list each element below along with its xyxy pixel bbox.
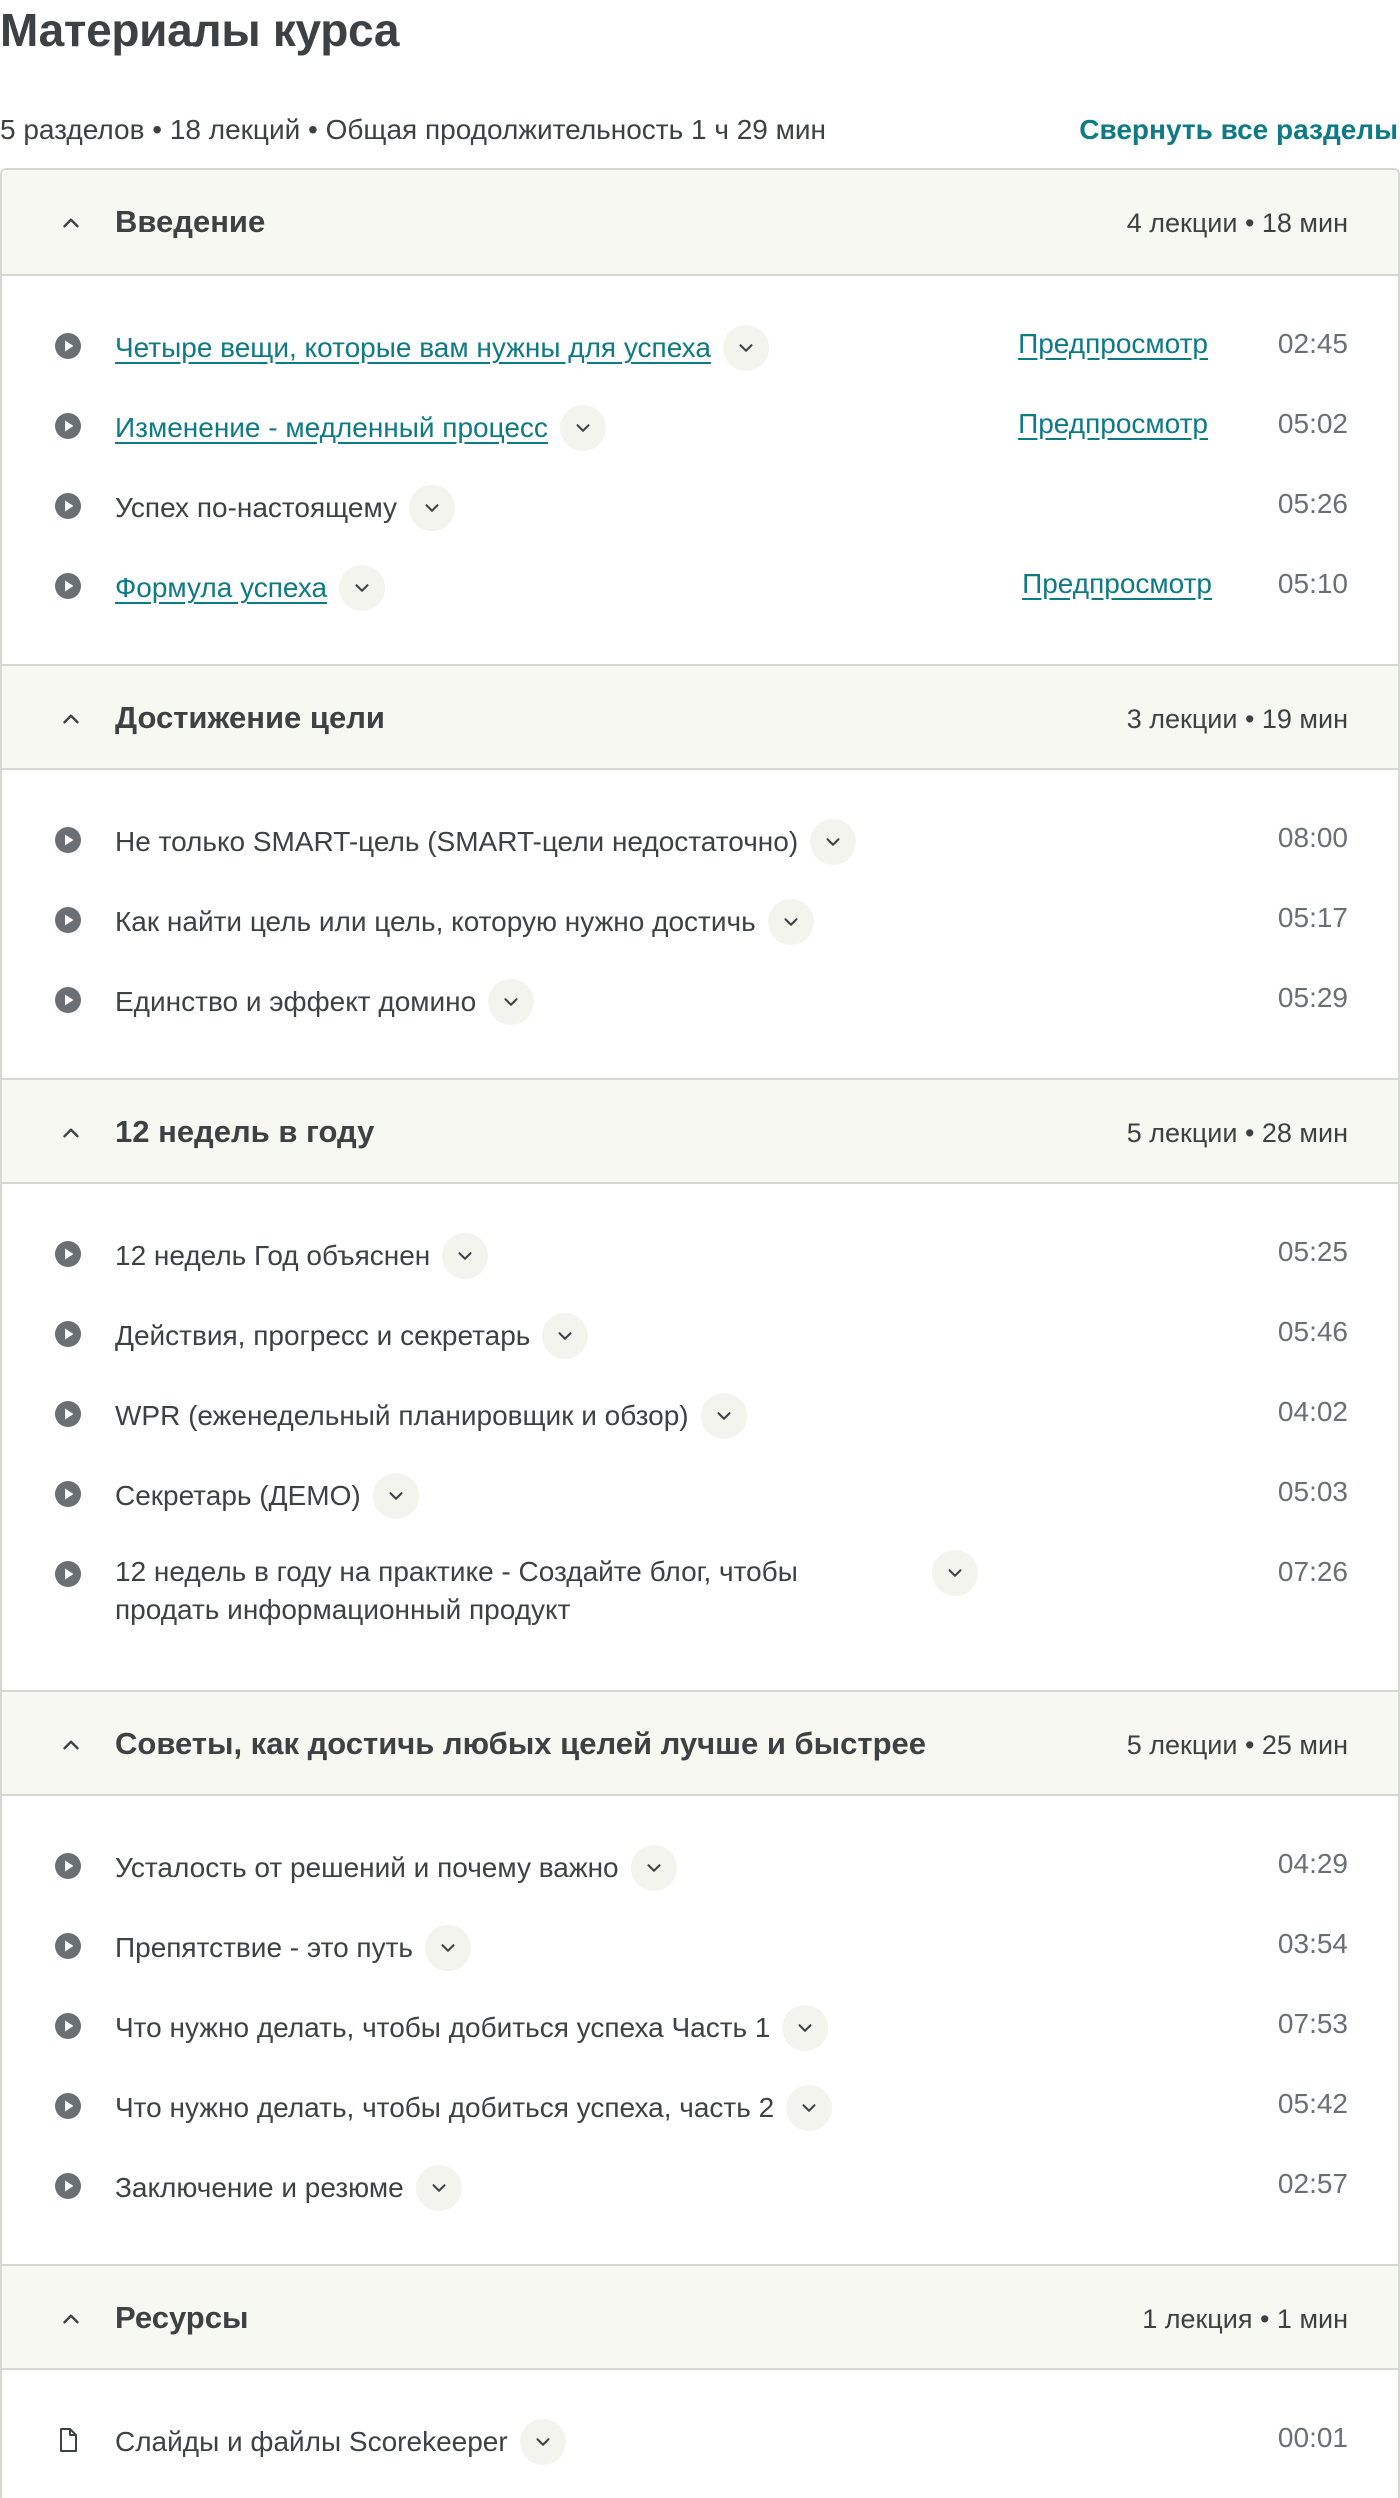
lecture-title: Заключение и резюме xyxy=(115,2172,404,2203)
play-circle-icon xyxy=(54,572,82,600)
lecture-title: 12 недель Год объяснен xyxy=(115,1240,431,1271)
chevron-down-icon xyxy=(822,831,844,853)
lecture-expand-button[interactable] xyxy=(373,1473,419,1519)
lecture-item xyxy=(2,1456,1398,1536)
lecture-item xyxy=(2,468,1398,548)
lecture-title-wrap xyxy=(115,565,385,611)
chevron-down-icon xyxy=(713,1405,735,1427)
lecture-title: Успех по-настоящему xyxy=(115,492,398,523)
lecture-expand-button[interactable] xyxy=(768,899,814,945)
lecture-title-wrap xyxy=(115,1233,488,1279)
lecture-duration: 05:29 xyxy=(1277,982,1348,1013)
lecture-title-wrap xyxy=(115,405,606,451)
chevron-down-icon xyxy=(500,991,522,1013)
lecture-duration: 04:02 xyxy=(1277,1396,1348,1427)
lecture-expand-button[interactable] xyxy=(782,2005,828,2051)
section-title: Введение xyxy=(115,204,266,239)
play-circle-icon xyxy=(54,2172,82,2200)
play-circle-icon xyxy=(54,906,82,934)
chevron-down-icon xyxy=(798,2097,820,2119)
play-circle-icon xyxy=(54,2012,82,2040)
lecture-duration: 03:54 xyxy=(1277,1928,1348,1959)
lecture-duration: 05:10 xyxy=(1277,568,1348,599)
lecture-duration: 05:25 xyxy=(1277,1236,1348,1267)
lecture-expand-button[interactable] xyxy=(701,1393,747,1439)
lecture-title-wrap xyxy=(115,2165,462,2211)
chevron-down-icon xyxy=(735,337,757,359)
lecture-title-link[interactable]: Формула успеха xyxy=(115,572,328,603)
lecture-list xyxy=(2,1796,1398,2264)
chevron-down-icon xyxy=(428,2177,450,2199)
collapse-all-sections-button[interactable]: Свернуть все разделы xyxy=(1079,114,1398,145)
lecture-item xyxy=(2,2148,1398,2228)
lecture-duration: 08:00 xyxy=(1277,822,1348,853)
lecture-title: Слайды и файлы Scorekeeper xyxy=(115,2426,508,2457)
chevron-up-icon xyxy=(58,2306,84,2332)
lecture-title-wrap xyxy=(115,1845,677,1891)
lecture-duration: 05:42 xyxy=(1277,2088,1348,2119)
lecture-duration: 05:03 xyxy=(1277,1476,1348,1507)
play-circle-icon xyxy=(54,1852,82,1880)
lecture-title-wrap xyxy=(115,899,814,945)
chevron-down-icon xyxy=(780,911,802,933)
lecture-title-wrap xyxy=(115,1473,419,1519)
lecture-title: Что нужно делать, чтобы добиться успеха, часть 2 xyxy=(115,2092,775,2123)
page-title: Материалы курса xyxy=(0,4,400,56)
lecture-item xyxy=(2,1536,1398,1654)
lecture-title-wrap xyxy=(115,325,769,371)
lecture-expand-button[interactable] xyxy=(520,2419,566,2465)
play-circle-icon xyxy=(54,1932,82,1960)
play-circle-icon xyxy=(54,1240,82,1268)
chevron-down-icon xyxy=(643,1857,665,1879)
chevron-down-icon xyxy=(454,1245,476,1267)
lecture-item xyxy=(2,1216,1398,1296)
section-meta: 3 лекции • 19 мин xyxy=(1126,704,1348,734)
chevron-up-icon xyxy=(58,1732,84,1758)
lecture-expand-button[interactable] xyxy=(932,1550,978,1596)
chevron-up-icon xyxy=(58,706,84,732)
lecture-duration: 05:46 xyxy=(1277,1316,1348,1347)
preview-link[interactable]: Предпросмотр xyxy=(1018,408,1208,439)
section-goal-achievement xyxy=(2,664,1398,1078)
lecture-expand-button[interactable] xyxy=(631,1845,677,1891)
chevron-down-icon xyxy=(421,497,443,519)
play-circle-icon xyxy=(54,826,82,854)
lecture-expand-button[interactable] xyxy=(723,325,769,371)
lecture-expand-button[interactable] xyxy=(425,1925,471,1971)
section-introduction xyxy=(2,170,1398,664)
lecture-duration: 02:45 xyxy=(1277,328,1348,359)
section-title: Ресурсы xyxy=(115,2300,249,2335)
section-header[interactable] xyxy=(2,170,1398,276)
lecture-item xyxy=(2,1908,1398,1988)
chevron-down-icon xyxy=(794,2017,816,2039)
lecture-item xyxy=(2,1296,1398,1376)
lecture-expand-button[interactable] xyxy=(560,405,606,451)
chevron-down-icon xyxy=(554,1325,576,1347)
lecture-title-wrap xyxy=(115,2419,566,2465)
lecture-title-wrap xyxy=(115,819,856,865)
play-circle-icon xyxy=(54,412,82,440)
lecture-duration: 05:02 xyxy=(1277,408,1348,439)
lecture-title-wrap xyxy=(115,1925,471,1971)
lecture-item xyxy=(2,548,1398,628)
preview-link[interactable]: Предпросмотр xyxy=(1022,568,1212,599)
section-header[interactable] xyxy=(2,664,1398,770)
section-header[interactable] xyxy=(2,1078,1398,1184)
lecture-duration: 05:26 xyxy=(1277,488,1348,519)
lecture-duration: 00:01 xyxy=(1277,2422,1348,2453)
curriculum-summary: 5 разделов • 18 лекций • Общая продолжительность 1 ч 29 мин xyxy=(0,114,826,145)
lecture-list xyxy=(2,2370,1398,2498)
lecture-expand-button[interactable] xyxy=(416,2165,462,2211)
section-header[interactable] xyxy=(2,2264,1398,2370)
lecture-item xyxy=(2,882,1398,962)
lecture-expand-button[interactable] xyxy=(810,819,856,865)
lecture-title: Единство и эффект домино xyxy=(115,986,477,1017)
section-title: Достижение цели xyxy=(115,700,385,735)
lecture-expand-button[interactable] xyxy=(488,979,534,1025)
lecture-title: Усталость от решений и почему важно xyxy=(115,1852,619,1883)
lecture-title-wrap xyxy=(115,485,455,531)
chevron-down-icon xyxy=(532,2431,554,2453)
section-tips xyxy=(2,1690,1398,2264)
lecture-list xyxy=(2,1184,1398,1690)
lecture-duration: 07:26 xyxy=(1277,1556,1348,1587)
curriculum-accordion xyxy=(0,168,1400,2498)
lecture-item xyxy=(2,388,1398,468)
lecture-duration: 04:29 xyxy=(1277,1848,1348,1879)
play-circle-icon xyxy=(54,986,82,1014)
section-meta: 5 лекции • 28 мин xyxy=(1126,1118,1348,1148)
lecture-title: Секретарь (ДЕМО) xyxy=(115,1480,361,1511)
section-meta: 5 лекции • 25 мин xyxy=(1126,1730,1348,1760)
chevron-down-icon xyxy=(572,417,594,439)
lecture-item xyxy=(2,308,1398,388)
play-circle-icon xyxy=(54,332,82,360)
lecture-title: Действия, прогресс и секретарь xyxy=(115,1320,531,1351)
lecture-expand-button[interactable] xyxy=(542,1313,588,1359)
play-circle-icon xyxy=(54,1560,82,1588)
lecture-item xyxy=(2,962,1398,1042)
play-circle-icon xyxy=(54,1480,82,1508)
lecture-title: 12 недель в году на практике - Создайте блог, чтобы продать информационный продукт xyxy=(115,1556,798,1625)
lecture-expand-button[interactable] xyxy=(409,485,455,531)
section-12-weeks xyxy=(2,1078,1398,1690)
lecture-expand-button[interactable] xyxy=(339,565,385,611)
file-icon xyxy=(54,2426,82,2454)
lecture-item xyxy=(2,1828,1398,1908)
lecture-item xyxy=(2,1376,1398,1456)
section-header[interactable] xyxy=(2,1690,1398,1796)
lecture-title-wrap xyxy=(115,1393,747,1439)
lecture-item xyxy=(2,1988,1398,2068)
play-circle-icon xyxy=(54,1400,82,1428)
section-meta: 4 лекции • 18 мин xyxy=(1126,208,1348,238)
lecture-title-link[interactable]: Изменение - медленный процесс xyxy=(115,412,548,443)
chevron-down-icon xyxy=(385,1485,407,1507)
lecture-title-wrap xyxy=(115,979,534,1025)
lecture-title-wrap xyxy=(115,1553,885,1629)
lecture-expand-button[interactable] xyxy=(442,1233,488,1279)
lecture-list xyxy=(2,276,1398,664)
preview-link[interactable]: Предпросмотр xyxy=(1018,328,1208,359)
lecture-title-wrap xyxy=(115,2085,832,2131)
play-circle-icon xyxy=(54,1320,82,1348)
lecture-duration: 02:57 xyxy=(1277,2168,1348,2199)
lecture-title-wrap xyxy=(115,1313,588,1359)
lecture-title: WPR (еженедельный планировщик и обзор) xyxy=(115,1400,689,1431)
chevron-down-icon xyxy=(437,1937,459,1959)
lecture-expand-button[interactable] xyxy=(786,2085,832,2131)
section-title: 12 недель в году xyxy=(115,1114,375,1149)
lecture-item xyxy=(2,802,1398,882)
chevron-up-icon xyxy=(58,210,84,236)
curriculum-summary-row xyxy=(0,110,1400,150)
play-circle-icon xyxy=(54,2092,82,2120)
play-circle-icon xyxy=(54,492,82,520)
lecture-list xyxy=(2,770,1398,1078)
section-title: Советы, как достичь любых целей лучше и быстрее xyxy=(115,1726,926,1761)
lecture-title: Что нужно делать, чтобы добиться успеха Часть 1 xyxy=(115,2012,771,2043)
chevron-down-icon xyxy=(351,577,373,599)
lecture-title-wrap xyxy=(115,2005,828,2051)
lecture-duration: 05:17 xyxy=(1277,902,1348,933)
lecture-duration: 07:53 xyxy=(1277,2008,1348,2039)
chevron-up-icon xyxy=(58,1120,84,1146)
lecture-title: Не только SMART-цель (SMART-цели недостаточно) xyxy=(115,826,799,857)
lecture-item xyxy=(2,2068,1398,2148)
section-meta: 1 лекция • 1 мин xyxy=(1142,2304,1348,2334)
lecture-title: Препятствие - это путь xyxy=(115,1932,414,1963)
section-resources xyxy=(2,2264,1398,2498)
lecture-title-link[interactable]: Четыре вещи, которые вам нужны для успеха xyxy=(115,332,711,363)
lecture-title: Как найти цель или цель, которую нужно достичь xyxy=(115,906,756,937)
lecture-item xyxy=(2,2402,1398,2482)
chevron-down-icon xyxy=(944,1562,966,1584)
